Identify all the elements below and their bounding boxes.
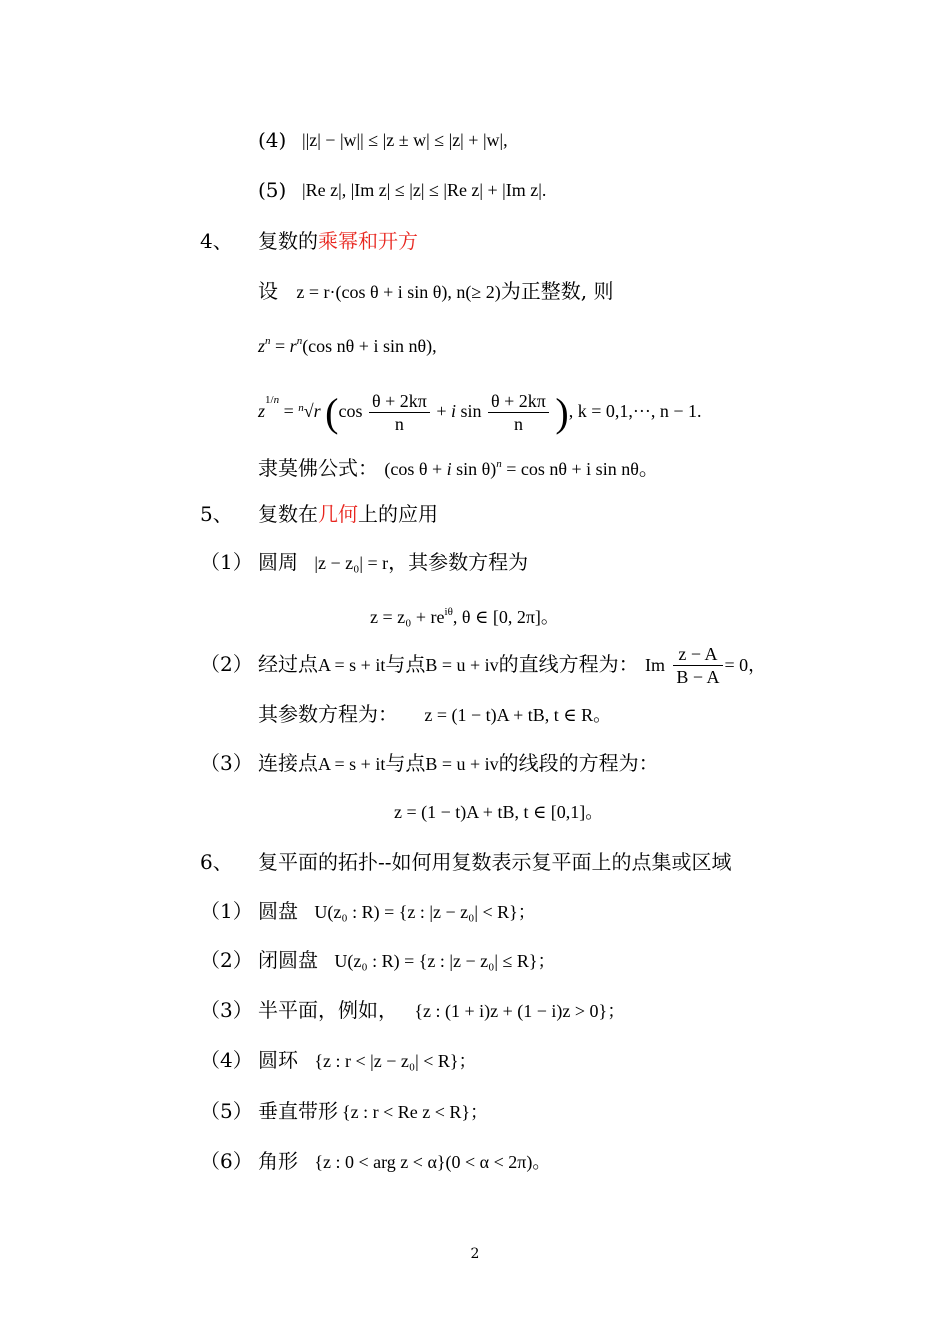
item-number: (4) [258, 128, 287, 152]
item-label: 垂直带形 [258, 1099, 338, 1123]
item-formula: {z : r < Re z < R}； [342, 1102, 489, 1122]
let-formula: z = r·(cos θ + i sin θ), n(≥ 2) [296, 282, 501, 302]
point-a: A = s + it [318, 754, 386, 774]
item-number: （2） [200, 652, 253, 676]
power-formula-text: (cos nθ + i sin nθ), [302, 336, 437, 356]
formula: ||z| − |w|| ≤ |z ± w| ≤ |z| + |w|, [302, 130, 508, 150]
item-number: （2） [200, 948, 253, 972]
point-b: B = u + iv [425, 655, 499, 675]
item-label: 连接点 [258, 751, 318, 775]
demoivre-end: 。 [638, 456, 659, 480]
item-label: 圆环 [258, 1048, 298, 1072]
item-formula: U(z₀ : R) = {z : |z − z₀| ≤ R}； [334, 951, 556, 971]
item-formula: {z : (1 + i)z + (1 − i)z > 0}； [414, 1001, 626, 1021]
heading-suffix: 上的应用 [358, 502, 438, 526]
demoivre-label: 隶莫佛公式： [258, 456, 378, 480]
segment-formula: z = (1 − t)A + tB, t ∈ [0,1]。 [394, 802, 604, 822]
item-number: (5) [258, 178, 287, 202]
let-label: 设 [258, 279, 278, 303]
item-label: 圆盘 [258, 899, 298, 923]
item-formula: U(z₀ : R) = {z : |z − z₀| < R}； [314, 902, 536, 922]
item-label: 闭圆盘 [258, 948, 318, 972]
item-number: （3） [200, 998, 253, 1022]
item-mid: 与点 [385, 652, 426, 676]
demoivre-rhs: = cos nθ + i sin nθ [506, 459, 639, 479]
heading-prefix: 复数的 [258, 229, 318, 253]
item-number: （6） [200, 1149, 253, 1173]
fraction: $\frac{z - A}{B - A}$ [673, 643, 722, 688]
item-suffix: 的线段的方程为： [498, 751, 659, 775]
item-suffix: 的直线方程为： [498, 652, 639, 676]
heading-prefix: 复数在 [258, 502, 318, 526]
param-formula: z = (1 − t)A + tB, t ∈ R。 [424, 705, 612, 725]
heading-highlight: 乘幂和开方 [318, 229, 418, 253]
item-suffix: ，其参数方程为 [388, 550, 529, 574]
section-number: 4、 [200, 229, 233, 253]
item-mid: 与点 [385, 751, 426, 775]
document-page: (4) ||z| − |w|| ≤ |z ± w| ≤ |z| + |w|, (5) |Re z|, |Im z| ≤ |z| ≤ |Re z| + |Im z|. 4、 复数的乘幂和开方 设 z = r·(cos θ + i sin θ), n(≥ 2)为正整数, 则 $z^n = r^n(\cos$ nθ + i sin nθ), $z^{1/n} = ^n√r$ (cos $\frac{\theta + 2k\pi}{n}$ + i sin $\frac{\theta + 2k\pi}{n}$ ), k = 0,1,···, n − 1. 隶莫佛公式： (cos θ + i sin θ)$^n$ = cos nθ + i sin nθ。 5、 复数在几何上的应用 （1） 圆周 |z − z₀| = r，其参数方程为 $z = z_0 + re^{i\theta}$, θ ∈ [0, 2π]。 （2） 经过点A = s + it与点B = u + iv的直线方程为： Im $\frac{z - A}{B - A}$ = 0， 其参数方程为： z = (1 − t)A + tB, t ∈ R。 （3） 连接点A = s + it与点B = u + iv的线段的方程为： z = (1 − t)A + tB, t ∈ [0,1]。 6、 复平面的拓扑--如何用复数表示复平面上的点集或区域 （1） 圆盘 U(z₀ : R) = {z : |z − z₀| < R}； （2） 闭圆盘 U(z₀ : R) = {z : |z − z₀| ≤ R}； （3） 半平面，例如， {z : (1 + i)z + (1 − i)z > 0}； （4） 圆环 {z : r < |z − z₀| < R}； （5） 垂直带形 {z : r < Re z < R}； （6） 角形 {z : 0 < arg z < α}(0 < α < 2π)。 2 [0, 0, 950, 1344]
param-eq-exp: iθ [444, 606, 453, 618]
param-eq-tail: , θ ∈ [0, 2π]。 [452, 607, 559, 627]
root-tail: , k = 0,1,···, n − 1. [568, 401, 702, 421]
let-suffix: 为正整数, 则 [500, 279, 614, 303]
item-formula: {z : r < |z − z₀| < R}； [314, 1051, 477, 1071]
circle-formula: |z − z₀| = r [314, 553, 389, 573]
fraction: $\frac{\theta + 2k\pi}{n}$ [488, 390, 549, 435]
item-formula: {z : 0 < arg z < α}(0 < α < 2π)。 [314, 1152, 551, 1172]
im-operator: Im [645, 655, 665, 675]
item-number: （3） [200, 751, 253, 775]
item-label: 半平面，例如， [258, 998, 398, 1022]
item-number: （4） [200, 1048, 253, 1072]
item-label: 圆周 [258, 550, 298, 574]
item-number: （1） [200, 550, 253, 574]
heading-highlight: 几何 [318, 502, 358, 526]
item-number: （1） [200, 899, 253, 923]
item-label: 角形 [258, 1149, 298, 1173]
param-label: 其参数方程为： [258, 702, 398, 726]
point-a: A = s + it [318, 655, 386, 675]
formula: |Re z|, |Im z| ≤ |z| ≤ |Re z| + |Im z|. [302, 180, 547, 200]
section-number: 6、 [200, 850, 233, 874]
point-b: B = u + iv [425, 754, 499, 774]
section-number: 5、 [200, 502, 233, 526]
fraction: $\frac{\theta + 2k\pi}{n}$ [369, 390, 430, 435]
item-number: （5） [200, 1099, 253, 1123]
param-eq-main: z = z₀ + re [370, 607, 445, 627]
page-number: 2 [470, 1246, 480, 1262]
item-label: 经过点 [258, 652, 318, 676]
section-title: 复平面的拓扑--如何用复数表示复平面上的点集或区域 [258, 850, 732, 874]
item-tail: = 0， [724, 655, 767, 675]
